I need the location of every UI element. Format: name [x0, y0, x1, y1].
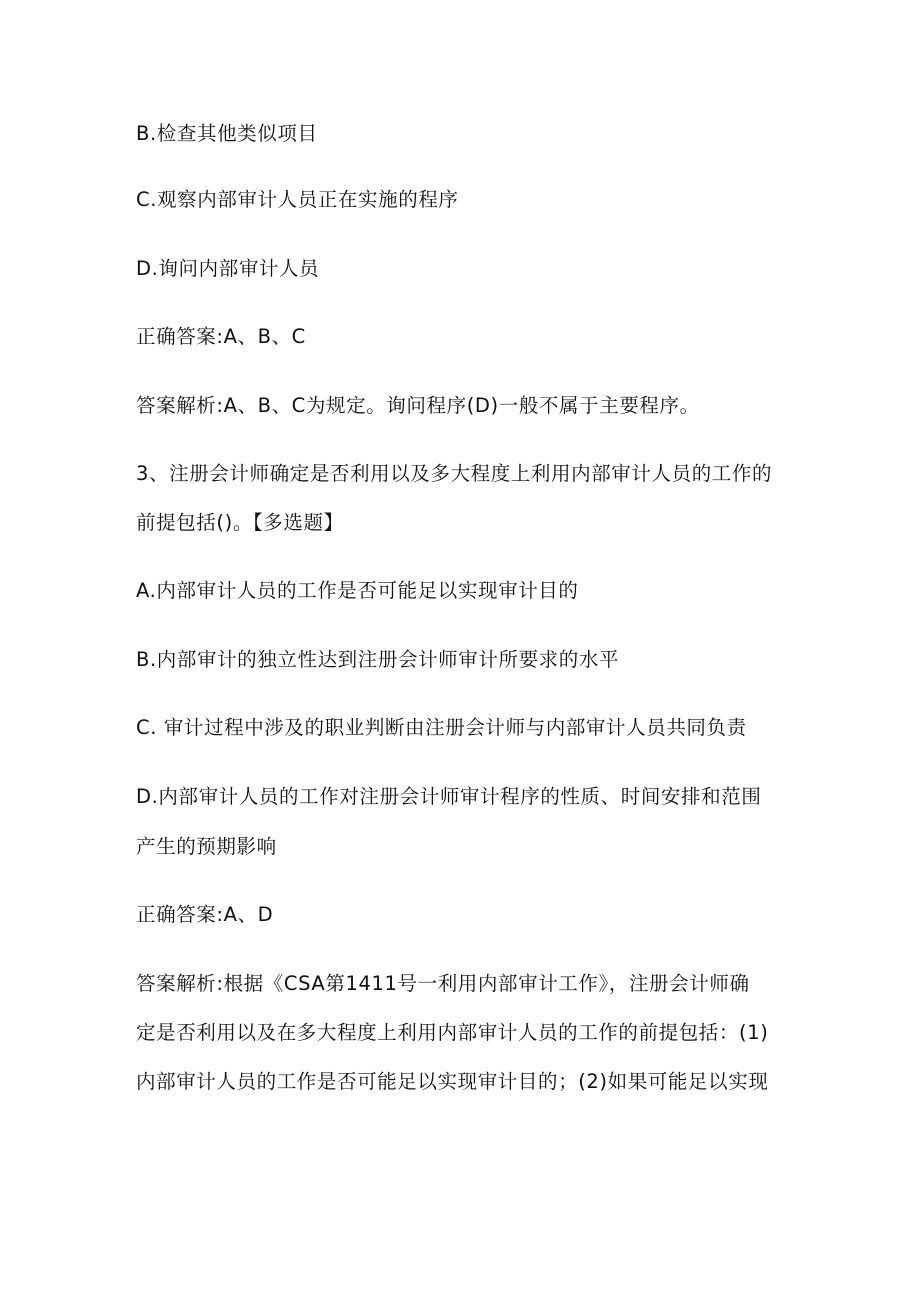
q3-correct-answer: 正确答案:A、D: [136, 903, 274, 926]
q3-option-a: A.内部审计人员的工作是否可能足以实现审计目的: [136, 579, 579, 602]
q3-stem-line-1: 3、注册会计师确定是否利用以及多大程度上利用内部审计人员的工作的: [136, 462, 773, 485]
q3-explanation-line-1: 答案解析:根据《CSA第1411号一利用内部审计工作》，注册会计师确: [136, 972, 750, 995]
q3-explanation-line-2: 定是否利用以及在多大程度上利用内部审计人员的工作的前提包括：(1): [136, 1021, 769, 1044]
q3-explanation-line-3: 内部审计人员的工作是否可能足以实现审计目的；(2)如果可能足以实现: [136, 1070, 769, 1093]
q3-option-d-line-2: 产生的预期影响: [136, 835, 277, 858]
q3-option-b: B.内部审计的独立性达到注册会计师审计所要求的水平: [136, 648, 620, 671]
q3-option-c: C. 审计过程中涉及的职业判断由注册会计师与内部审计人员共同负责: [136, 716, 747, 739]
q2-correct-answer: 正确答案:A、B、C: [136, 325, 306, 348]
q3-stem-line-2: 前提包括()。【多选题】: [136, 511, 344, 534]
q2-option-b: B.检查其他类似项目: [136, 122, 318, 145]
q2-option-d: D.询问内部审计人员: [136, 257, 320, 280]
q2-option-c: C.观察内部审计人员正在实施的程序: [136, 188, 459, 211]
q2-explanation: 答案解析:A、B、C为规定。询问程序(D)一般不属于主要程序。: [136, 394, 700, 417]
q3-option-d-line-1: D.内部审计人员的工作对注册会计师审计程序的性质、时间安排和范围: [136, 785, 762, 808]
